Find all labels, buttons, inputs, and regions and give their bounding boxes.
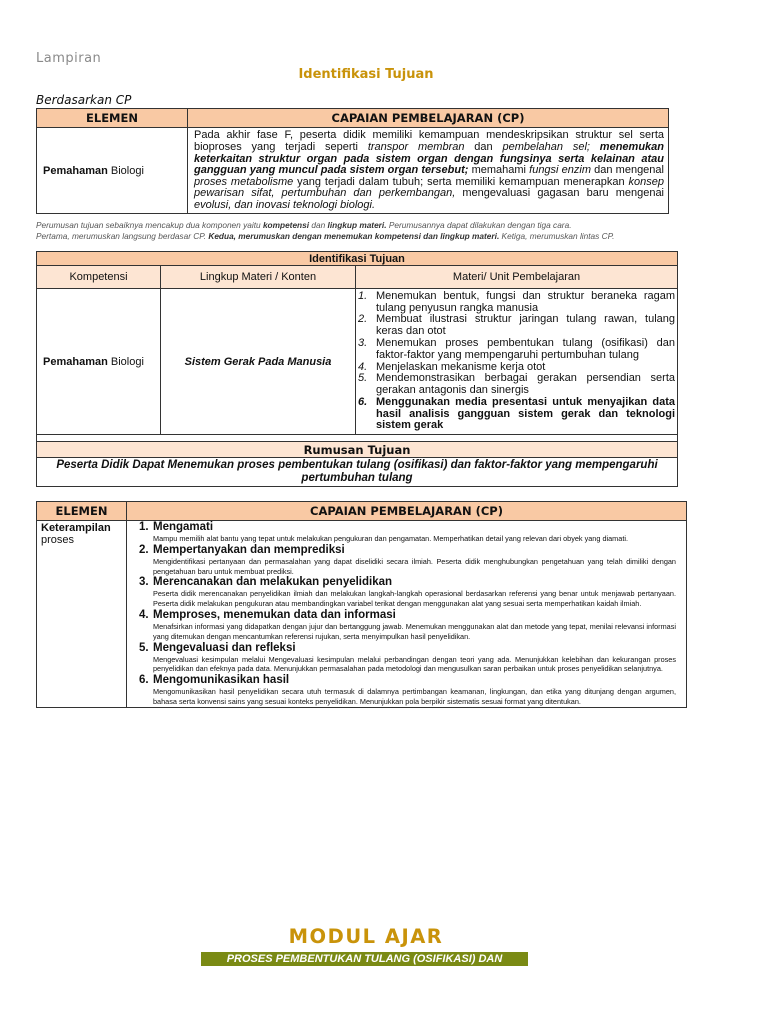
skill-title: Mengomunikasikan hasil — [153, 674, 290, 687]
skill-description: Menafsirkan informasi yang didapatkan dengan jujur dan bertanggung jawab. Menemukan menggunakan alat dan metode yang tepat, menilai relevansi informasi yang ditemukan dengan mencantumkan referensi rujukan, serta menyimpulkan hasil penyelidikan. — [153, 621, 676, 641]
skill-number: 5. — [139, 641, 149, 654]
materi-text: Menemukan proses pembentukan tulang (osifikasi) dan faktor-faktor yang mempengaruhi pertumbuhan tulang — [376, 336, 676, 361]
cp-text-part: mengevaluasi gagasan baru mengenai — [455, 187, 665, 200]
col-header-elemen-2: ELEMEN — [37, 502, 127, 521]
cp-text-part: Pada akhir fase F, peserta didik memiliki kemampuan mendeskripsikan struktur sel serta bioproses yang terjadi seperti — [194, 129, 664, 154]
skill-number: 1. — [139, 521, 149, 533]
col-header-kompetensi: Kompetensi — [37, 266, 161, 289]
cp-text-part: fungsi enzim — [529, 164, 591, 177]
cp-text-part: memahami — [468, 164, 530, 177]
spacer-row — [37, 435, 678, 442]
cp-text-part: menemukan keterkaitan struktur organ pada sistem organ dengan fungsinya serta kelainan atau gangguan yang muncul pada sistem organ tersebut; — [194, 141, 664, 177]
skill-item — [139, 521, 676, 544]
materi-item — [358, 338, 675, 362]
materi-number: 1. — [358, 289, 368, 302]
skill-description: Mengidentifikasi pertanyaan dan permasalahan yang dapat diselidiki secara ilmiah. Peserta didik menghubungkan pengetahuan yang telah dimiliki dengan pengetahuan baru untuk membuat prediksi. — [153, 556, 676, 576]
skill-description: Mengevaluasi kesimpulan melalui Mengevaluasi kesimpulan melalui perbandingan dengan teori yang ada. Menunjukkan kelebihan dan kekurangan proses penyelidikan dan efeknya pada data. Menunjukkan permasalahan pada metodologi dan mengusulkan saran perbaikan untuk proses penyelidikan selanjutnya. — [153, 654, 676, 674]
cp-table — [36, 108, 669, 214]
materi-text: Menemukan bentuk, fungsi dan struktur beraneka ragam tulang penyusun rangka manusia — [376, 289, 676, 314]
materi-text: Mendemonstrasikan berbagai gerakan persendian serta gerakan antagonis dan sinergis — [376, 372, 676, 397]
skill-item — [139, 609, 676, 642]
cp-text-part: dan mengenal — [591, 164, 664, 177]
skill-title: Memproses, menemukan data dan informasi — [153, 608, 396, 621]
cp-text-part: transpor membran — [367, 141, 465, 154]
modul-ajar-title: MODUL AJAR — [288, 925, 444, 948]
cp-description — [188, 128, 669, 214]
materi-item — [358, 373, 675, 397]
skill-title: Mengamati — [153, 521, 214, 533]
skill-item — [139, 674, 676, 707]
rumusan-header: Rumusan Tujuan — [37, 442, 678, 458]
materi-number: 2. — [358, 313, 368, 326]
col-header-cp: CAPAIAN PEMBELAJARAN (CP) — [188, 109, 669, 128]
elemen-rest: Biologi — [107, 164, 144, 177]
skill-description: Peserta didik merencanakan penyelidikan ilmiah dan melakukan langkah-langkah operasional berdasarkan referensi yang benar untuk menjawab pertanyaan. Peserta didik melakukan pengukuran atau membandingkan variabel terikat dengan menggunakan alat yang sesuai serta memperhatikan kaidah ilmiah. — [153, 589, 676, 609]
skill-number: 4. — [139, 608, 149, 621]
cp-text-part: dan — [464, 141, 503, 154]
rumusan-tujuan: Peserta Didik Dapat Menemukan proses pembentukan tulang (osifikasi) dan faktor-faktor yang mempengaruhi pertumbuhan tulang — [37, 458, 678, 487]
materi-item — [358, 397, 675, 432]
cp-basis-label: Berdasarkan CP — [36, 93, 132, 107]
lingkup-cell: Sistem Gerak Pada Manusia — [161, 289, 356, 435]
materi-cell — [356, 289, 678, 435]
col-header-materi: Materi/ Unit Pembelajaran — [356, 266, 678, 289]
identifikasi-tujuan-table — [36, 251, 678, 487]
cp-text-part: proses metabolisme — [194, 175, 294, 188]
skill-item — [139, 642, 676, 675]
materi-number: 3. — [358, 336, 368, 349]
note-line-1: Perumusan tujuan sebaiknya mencakup dua komponen yaitu kompetensi dan lingkup materi. Perumusannya dapat dilakukan dengan tiga cara. — [36, 220, 572, 230]
cp-text-part: evolusi, dan inovasi teknologi biologi. — [194, 198, 376, 211]
skill-number: 3. — [139, 576, 149, 589]
lampiran-label: Lampiran — [36, 51, 102, 66]
materi-text: Membuat ilustrasi struktur jaringan tulang rawan, tulang keras dan otot — [376, 313, 676, 338]
elemen-bold: Pemahaman — [43, 164, 108, 177]
formulation-note — [36, 220, 726, 242]
materi-list — [358, 291, 675, 433]
col-header-cp-2: CAPAIAN PEMBELAJARAN (CP) — [127, 502, 687, 521]
skill-title: Mempertanyakan dan memprediksi — [153, 543, 345, 556]
materi-number: 5. — [358, 372, 368, 385]
materi-number: 4. — [358, 360, 368, 373]
kompetensi-cell: Pemahaman Biologi — [37, 289, 161, 435]
skill-description: Mengomunikasikan hasil penyelidikan secara utuh termasuk di dalamnya pertimbangan keamanan, lingkungan, dan etika yang ditunjang dengan argumen, bahasa serta konvensi sains yang sesuai konteks penyelidikan. Menunjukkan pola berpikir sistematis sesuai format yang ditentukan. — [153, 687, 676, 706]
skill-title: Merencanakan dan melakukan penyelidikan — [153, 576, 393, 589]
col-header-elemen: ELEMEN — [37, 109, 188, 128]
cp-text-part: yang terjadi dalam tubuh; serta memiliki kemampuan menerapkan — [293, 175, 629, 188]
identifikasi-header: Identifikasi Tujuan — [37, 252, 678, 266]
note-line-2: Pertama, merumuskan langsung berdasar CP. Kedua, merumuskan dengan menemukan kompetensi dan lingkup materi. Ketiga, merumuskan lintas CP. — [36, 231, 615, 241]
topic-banner: PROSES PEMBENTUKAN TULANG (OSIFIKASI) DAN — [201, 952, 528, 966]
page-title: Identifikasi Tujuan — [298, 67, 434, 82]
skill-item — [139, 544, 676, 577]
skill-number: 2. — [139, 543, 149, 556]
materi-item — [358, 291, 675, 315]
elemen-cell — [37, 128, 188, 214]
col-header-lingkup: Lingkup Materi / Konten — [161, 266, 356, 289]
skill-number: 6. — [139, 674, 149, 687]
elemen-keterampilan: Keterampilan proses — [37, 521, 127, 708]
skill-item — [139, 576, 676, 609]
cp-text-part: pembelahan sel; — [502, 141, 590, 154]
materi-number: 6. — [358, 395, 368, 408]
skill-description: Mampu memilih alat bantu yang tepat untuk melakukan pengukuran dan pengamatan. Memperhatikan detail yang relevan dari obyek yang diamati. — [153, 534, 628, 543]
cp-text-part: konsep pewarisan sifat, pertumbuhan dan perkembangan, — [194, 175, 665, 200]
materi-item — [358, 314, 675, 338]
skill-title: Mengevaluasi dan refleksi — [153, 641, 296, 654]
materi-text: Menggunakan media presentasi untuk menyajikan data hasil analisis gangguan sistem gerak dan teknologi sistem gerak — [376, 395, 676, 432]
keterampilan-table — [36, 501, 687, 708]
materi-text: Menjelaskan mekanisme kerja otot — [376, 360, 546, 373]
skills-list — [127, 521, 687, 708]
